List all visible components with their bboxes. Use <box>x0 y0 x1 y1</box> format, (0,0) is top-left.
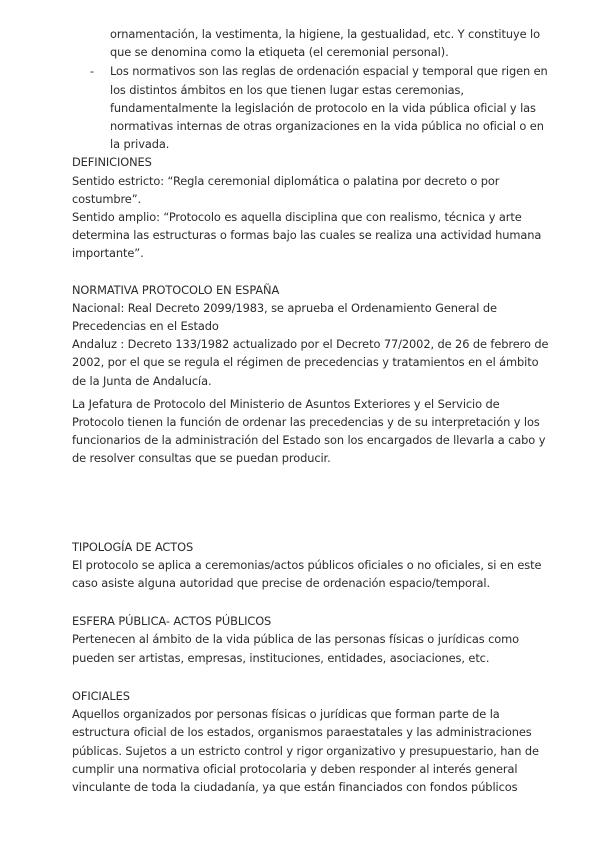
jefatura-paragraph: La Jefatura de Protocolo del Ministerio de Asuntos Exteriores y el Servicio de Protocolo tienen la función de ordenar las precedencias y de su interpretación y los funcionarios de la administración del Estado son los encargados de llevarla a cabo y de resolver consultas que se puedan producir. <box>72 396 546 466</box>
oficiales-text: Aquellos organizados por personas físicas o jurídicas que forman parte de la estructura oficial de los estados, organismos paraestatales y las administraciones públicas. Sujetos a un estricto control y rigor organizativo y presupuestario, han de cumplir una normativa oficial protocolaria y deben responder al interés general vinculante de toda la ciudadanía, ya que están financiados con fondos públicos <box>72 707 539 794</box>
sentido-amplio: Sentido amplio: “Protocolo es aquella disciplina que con realismo, técnica y arte determina las estructuras o formas bajo las cuales se realiza una actividad humana importante”. <box>72 210 542 261</box>
bullet-text: Los normativos son las reglas de ordenación espacial y temporal que rigen en los distintos ámbitos en los que tienen lugar estas ceremonias, fundamentalmente la legislación de protocolo en la vida pública oficial y las normativas internas de otras organizaciones en la vida pública no oficial o en la privada. <box>110 64 548 152</box>
document-page <box>72 25 552 796</box>
sentido-estricto: Sentido estricto: “Regla ceremonial diplomática o palatina por decreto o por costumbre”. <box>72 173 500 206</box>
bullet-item-normativos <box>72 62 552 153</box>
esfera-heading: ESFERA PÚBLICA- ACTOS PÚBLICOS <box>72 614 272 629</box>
normativa-nacional: Nacional: Real Decreto 2099/1983, se aprueba el Ordenamiento General de Precedencias en el Estado <box>72 300 497 334</box>
normativa-andaluz: Andaluz : Decreto 133/1982 actualizado por el Decreto 77/2002, de 26 de febrero de 2002, por el que se regula el régimen de precedencias y tratamientos en el ámbito de la Junta de Andalucía. <box>72 337 549 388</box>
definiciones-heading: DEFINICIONES <box>72 155 152 170</box>
esfera-text: Pertenecen al ámbito de la vida pública de las personas físicas o jurídicas como pueden ser artistas, empresas, instituciones, entidades, asociaciones, etc. <box>72 632 520 665</box>
tipologia-heading: TIPOLOGÍA DE ACTOS <box>72 539 194 554</box>
oficiales-heading: OFICIALES <box>72 688 130 703</box>
bullet-continuation: ornamentación, la vestimenta, la higiene, la gestualidad, etc. Y constituye lo que se denomina como la etiqueta (el ceremonial personal). <box>110 27 540 60</box>
normativa-heading: NORMATIVA PROTOCOLO EN ESPAÑA <box>72 282 280 297</box>
tipologia-text: El protocolo se aplica a ceremonias/actos públicos oficiales o no oficiales, si en este caso asiste alguna autoridad que precise de ordenación espacio/temporal. <box>72 557 542 591</box>
bullet-dash: - <box>90 64 95 79</box>
